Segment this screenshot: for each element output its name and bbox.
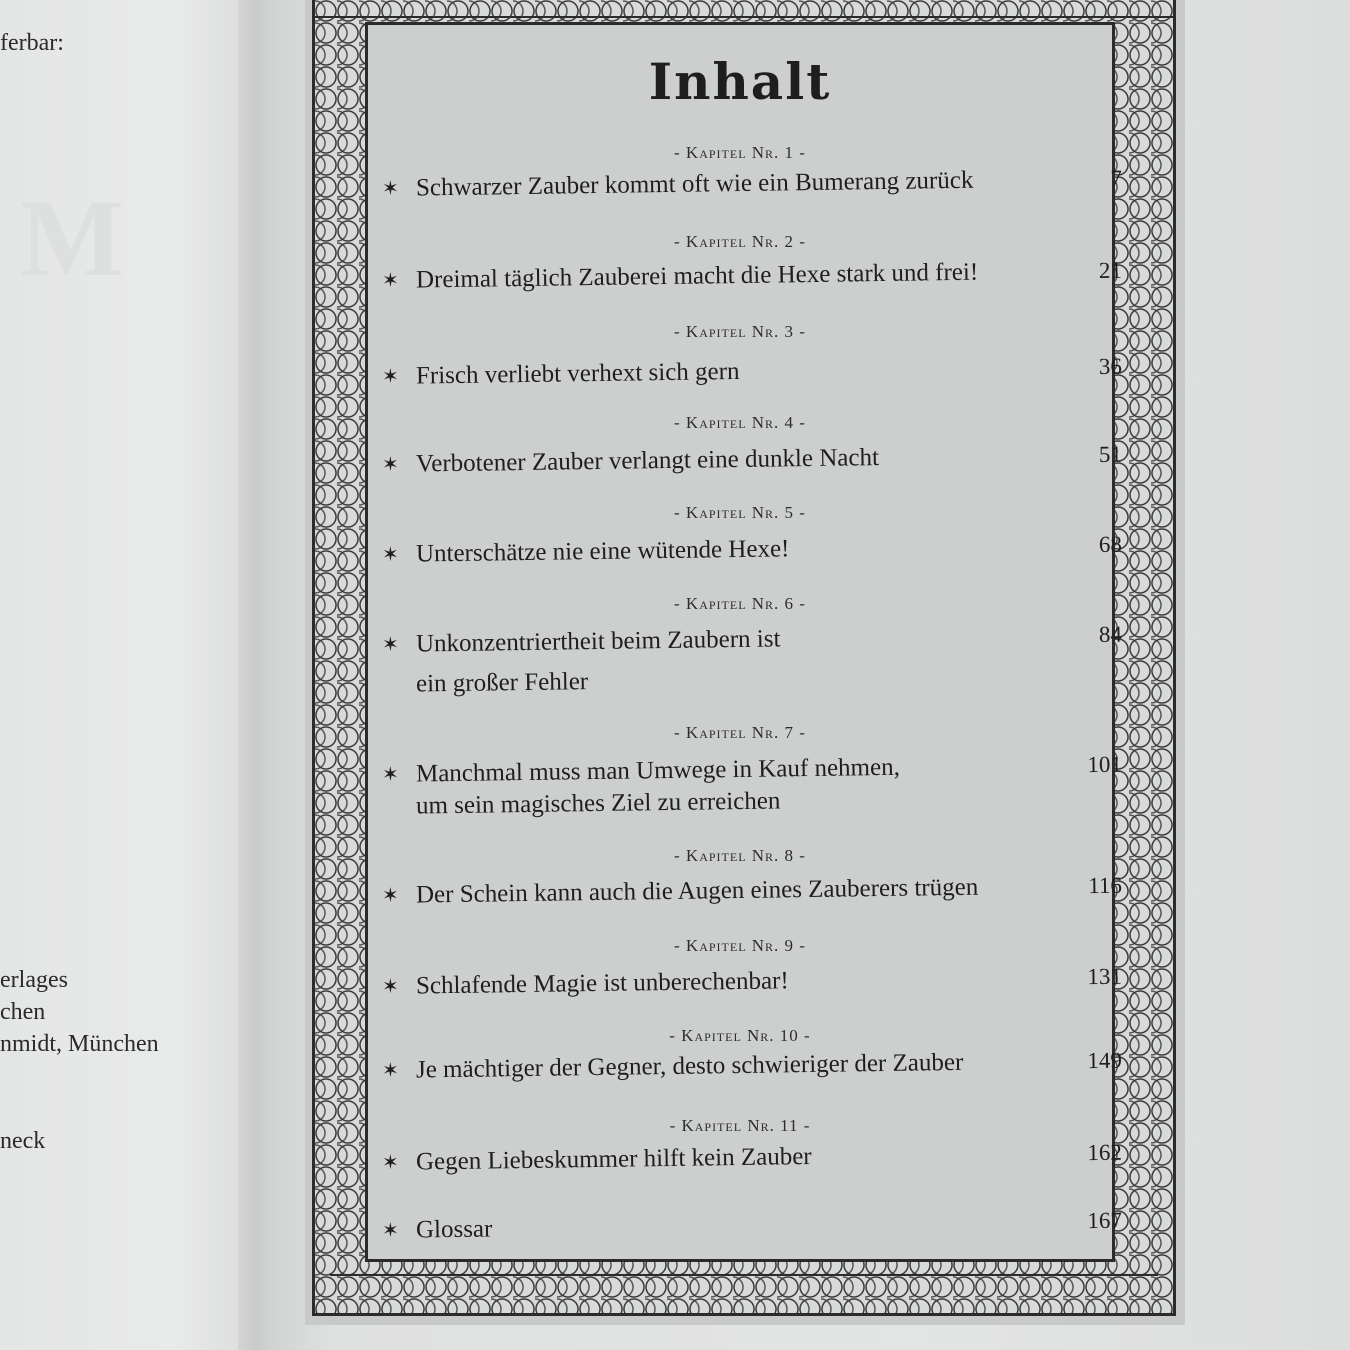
entry-title: um sein magisches Ziel zu erreichen [415,787,781,820]
page-number: 36 [1098,353,1123,379]
left-page-line: erlages [0,967,68,993]
chapter-label: - Kapitel Nr. 11 - [669,1116,811,1135]
star-icon: ✶ [381,975,399,998]
entry-title: Verbotener Zauber verlangt eine dunkle Nacht [415,444,880,478]
faded-letter: M [20,177,120,299]
entry-title: Manchmal muss man Umwege in Kauf nehmen, [415,753,901,788]
left-page-line: chen [0,999,46,1025]
chapter-label: - Kapitel Nr. 8 - [674,846,806,865]
chapter-label: - Kapitel Nr. 5 - [674,503,806,522]
chapter-label: - Kapitel Nr. 9 - [674,936,806,955]
chapter-label: - Kapitel Nr. 7 - [674,723,806,742]
star-icon: ✶ [381,365,399,388]
star-icon: ✶ [381,1059,399,1082]
entry-title: Gegen Liebeskummer hilft kein Zauber [415,1143,812,1176]
star-icon: ✶ [381,177,399,200]
page-number: 149 [1087,1047,1123,1074]
entry-title: Frisch verliebt verhext sich gern [415,358,740,390]
left-page-line: neck [0,1128,46,1154]
chapter-label: - Kapitel Nr. 1 - [674,143,806,162]
page-number: 68 [1098,531,1123,557]
entry-title: ein großer Fehler [415,668,589,698]
chapter-label: - Kapitel Nr. 3 - [674,322,806,341]
entry-title: Schlafende Magie ist unberechenbar! [415,967,789,1000]
page-number: 7 [1110,165,1123,191]
star-icon: ✶ [381,543,399,566]
star-icon: ✶ [381,633,399,656]
page-number: 84 [1098,621,1123,647]
page-number: 167 [1087,1207,1123,1234]
left-page-line: ferbar: [0,30,64,56]
chapter-label: - Kapitel Nr. 6 - [674,594,806,613]
page-number: 51 [1098,441,1123,467]
page-number: 116 [1088,872,1123,899]
entry-title: Dreimal täglich Zauberei macht die Hexe stark und frei! [415,258,979,294]
border-top-strip [312,0,1176,18]
chapter-label: - Kapitel Nr. 10 - [669,1026,811,1045]
chapter-label: - Kapitel Nr. 4 - [674,413,806,432]
star-icon: ✶ [381,269,399,292]
star-icon: ✶ [381,453,399,476]
toc-title: Inhalt [648,52,832,111]
entry-title: Der Schein kann auch die Augen eines Zauberers trügen [415,873,979,909]
left-page [0,0,250,1350]
page-number: 21 [1098,257,1123,283]
chapter-label: - Kapitel Nr. 2 - [674,232,806,251]
star-icon: ✶ [381,884,399,907]
border-bottom-strip [330,1274,1158,1310]
star-icon: ✶ [381,1151,399,1174]
entry-title: Je mächtiger der Gegner, desto schwieriger der Zauber [415,1048,964,1084]
entry-title: Unkonzentriertheit beim Zaubern ist [415,625,781,658]
star-icon: ✶ [381,763,399,786]
entry-title: Glossar [415,1215,493,1244]
star-icon: ✶ [381,1219,399,1242]
left-page-line: nmidt, München [0,1031,159,1057]
page-number: 131 [1087,963,1123,990]
entry-title: Schwarzer Zauber kommt oft wie ein Bumerang zurück [415,166,974,202]
page-number: 162 [1087,1139,1123,1166]
entry-title: Unterschätze nie eine wütende Hexe! [415,535,790,568]
page-number: 101 [1087,751,1123,778]
